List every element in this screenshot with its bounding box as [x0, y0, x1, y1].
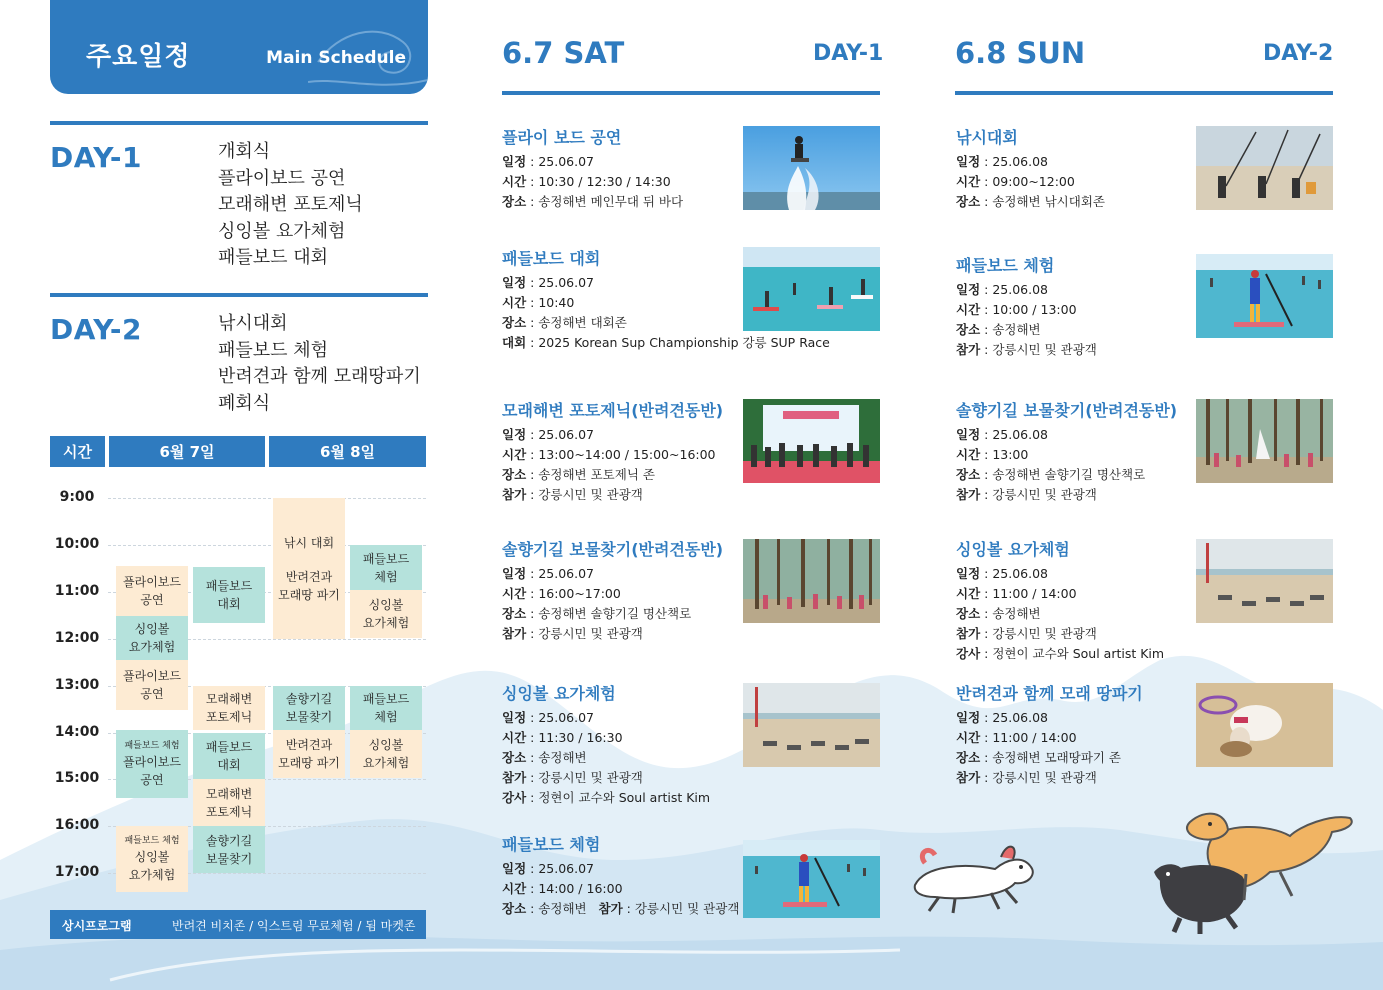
- event-detail: 강사 : 정현이 교수와 Soul artist Kim: [956, 646, 1165, 661]
- schedule-block: 모래해변 포토제닉: [193, 779, 265, 826]
- block-label: 싱잉볼 요가체험: [128, 849, 176, 882]
- schedule-block: 싱잉볼 요가체험: [116, 616, 188, 660]
- event-detail: 장소 : 송정해변 낚시대회존: [956, 194, 1105, 209]
- event-detail: 시간 : 10:40: [502, 295, 575, 310]
- event-detail: 시간 : 11:00 / 14:00: [956, 730, 1077, 745]
- event-title: 패들보드 체험: [502, 835, 601, 854]
- timetable-day1-header: 6월 7일: [109, 436, 265, 467]
- schedule-block: 싱잉볼 요가체험: [350, 730, 422, 778]
- event-title: 모래해변 포토제닉(반려견동반): [502, 401, 724, 420]
- event-detail: 장소 : 송정해변 대회존: [502, 315, 627, 330]
- header-subtitle: Main Schedule: [266, 48, 406, 68]
- event-detail: 참가 : 강릉시민 및 관광객: [956, 342, 1097, 357]
- time-label: 15:00: [54, 770, 100, 786]
- summary-item: 개회식: [218, 141, 271, 162]
- summary-list: [218, 311, 421, 417]
- event-title: 반려견과 함께 모래 땅파기: [956, 684, 1143, 703]
- event-detail: 시간 : 10:00 / 13:00: [956, 302, 1077, 317]
- timetable-day2-header: 6월 8일: [269, 436, 426, 467]
- summary-item: 낚시대회: [218, 313, 288, 334]
- event-detail: 시간 : 10:30 / 12:30 / 14:30: [502, 174, 671, 189]
- event-details: [956, 708, 1121, 788]
- event-title: 낚시대회: [956, 128, 1018, 147]
- flyboard-photo: [743, 126, 880, 210]
- event-detail: 참가 : 강릉시민 및 관광객: [502, 487, 643, 502]
- schedule-block: 솔향기길 보물찾기: [193, 826, 265, 873]
- time-label: 14:00: [54, 724, 100, 740]
- event-detail: 일정 : 25.06.07: [502, 427, 594, 442]
- summary-item: 패들보드 체험: [218, 339, 329, 361]
- event-detail: 일정 : 25.06.08: [956, 710, 1048, 725]
- event-detail: 시간 : 14:00 / 16:00: [502, 881, 623, 896]
- event-title: 솔향기길 보물찾기(반려견동반): [956, 401, 1178, 420]
- block-sub-label: 패들보드 체험: [124, 740, 180, 751]
- event-details: [502, 708, 710, 808]
- schedule-block: 플라이보드 공연: [116, 566, 188, 616]
- event-title: 싱잉볼 요가체험: [502, 684, 616, 703]
- block-label: 플라이보드 공연: [123, 754, 181, 787]
- event-detail: 일정 : 25.06.07: [502, 861, 594, 876]
- main-schedule-header: [50, 0, 428, 94]
- event-detail: 장소 : 송정해변: [502, 750, 587, 765]
- schedule-block: 반려견과 모래땅 파기: [273, 730, 345, 778]
- event-details: [956, 564, 1164, 664]
- event-detail: 장소 : 송정해변 솔향기길 명산책로: [502, 606, 692, 621]
- summary-item: 폐회식: [218, 392, 271, 414]
- schedule-block: 솔향기길 보물찾기: [273, 686, 345, 730]
- event-detail: 일정 : 25.06.08: [956, 566, 1048, 581]
- schedule-block: 플라이보드 공연: [116, 660, 188, 710]
- event-detail: 일정 : 25.06.07: [502, 275, 594, 290]
- day2-rule: [955, 91, 1333, 95]
- paddleboard-photo: [1196, 254, 1333, 338]
- summary-item: 모래해변 포토제닉: [218, 194, 363, 215]
- event-details: [502, 425, 716, 505]
- time-label: 13:00: [54, 677, 100, 693]
- schedule-block: [116, 730, 188, 798]
- event-detail: 참가 : 강릉시민 및 관광객: [502, 770, 643, 785]
- event-detail: 일정 : 25.06.07: [502, 566, 594, 581]
- summary-item: 반려견과 함께 모래땅파기: [218, 366, 421, 387]
- day2-date: 6.8 SUN: [955, 36, 1086, 70]
- schedule-block: 패들보드 체험: [350, 545, 422, 590]
- event-detail: 시간 : 11:30 / 16:30: [502, 730, 623, 745]
- event-title: 싱잉볼 요가체험: [956, 540, 1070, 559]
- time-label: 17:00: [54, 864, 100, 880]
- time-label: 10:00: [54, 536, 100, 552]
- white-dog-illustration: [895, 835, 1045, 915]
- event-detail: 강사 : 정현이 교수와 Soul artist Kim: [502, 790, 711, 805]
- event-detail: 시간 : 13:00~14:00 / 15:00~16:00: [502, 447, 716, 462]
- summary-item: 플라이보드 공연: [218, 167, 346, 189]
- summary-day-label: DAY-1: [50, 141, 142, 174]
- schedule-block: 패들보드 대회: [193, 733, 265, 779]
- dogs-illustration: [1150, 800, 1360, 935]
- event-detail: 참가 : 강릉시민 및 관광객: [956, 626, 1097, 641]
- schedule-block: 패들보드 체험: [350, 686, 422, 730]
- event-detail: 장소 : 송정해변: [956, 606, 1041, 621]
- paddleboard-race-photo: [743, 247, 880, 331]
- event-detail: 시간 : 16:00~17:00: [502, 586, 621, 601]
- schedule-block: 패들보드 대회: [193, 567, 265, 623]
- event-detail: 장소 : 송정해변 모래땅파기 존: [956, 750, 1122, 765]
- event-title: 패들보드 체험: [956, 256, 1055, 275]
- block-label: 반려견과 모래땅 파기: [278, 569, 340, 602]
- event-detail: 일정 : 25.06.07: [502, 710, 594, 725]
- forest-photo: [1196, 399, 1333, 483]
- event-detail: 장소 : 송정해변: [956, 322, 1041, 337]
- event-detail: 대회 : 2025 Korean Sup Championship 강릉 SUP Race: [502, 335, 830, 350]
- event-detail: 일정 : 25.06.08: [956, 427, 1048, 442]
- event-details: [956, 280, 1097, 360]
- header-title: 주요일정: [86, 42, 191, 72]
- fishing-photo: [1196, 126, 1333, 210]
- timetable-time-header: 시간: [50, 436, 105, 467]
- event-detail: 참가 : 강릉시민 및 관광객: [956, 487, 1097, 502]
- time-label: 12:00: [54, 630, 100, 646]
- permanent-program-bar: [50, 910, 426, 939]
- day1-tag: DAY-1: [813, 41, 884, 66]
- event-details: [502, 564, 691, 644]
- permanent-text: 반려견 비치존 / 익스트림 무료체험 / 됨 마켓존: [172, 919, 416, 933]
- time-label: 9:00: [59, 489, 95, 505]
- summary-day2: [50, 293, 428, 423]
- event-detail: 장소 : 송정해변 포토제닉 존: [502, 467, 655, 482]
- summary-day-label: DAY-2: [50, 313, 142, 346]
- forest-photo: [743, 539, 880, 623]
- event-title: 솔향기길 보물찾기(반려견동반): [502, 540, 724, 559]
- block-sub-label: 패들보드 체험: [124, 835, 180, 846]
- event-detail: 시간 : 13:00: [956, 447, 1029, 462]
- day1-rule: [502, 91, 880, 95]
- event-detail: 참가 : 강릉시민 및 관광객: [956, 770, 1097, 785]
- event-details: [956, 152, 1105, 212]
- event-title: 플라이 보드 공연: [502, 128, 622, 147]
- event-detail: 참가 : 강릉시민 및 관광객: [502, 626, 643, 641]
- permanent-label: 상시프로그램: [62, 919, 132, 933]
- event-details: [502, 152, 683, 212]
- event-detail: 장소 : 송정해변 솔향기길 명산책로: [956, 467, 1146, 482]
- day1-date: 6.7 SAT: [502, 36, 625, 70]
- paddleboard-photo: [743, 840, 880, 918]
- schedule-block: 싱잉볼 요가체험: [350, 590, 422, 638]
- event-detail: 장소 : 송정해변 메인무대 뒤 바다: [502, 194, 684, 209]
- event-details: [502, 859, 739, 919]
- day2-tag: DAY-2: [1263, 41, 1334, 66]
- schedule-block: 모래해변 포토제닉: [193, 686, 265, 730]
- event-title: 패들보드 대회: [502, 249, 601, 268]
- time-label: 16:00: [54, 817, 100, 833]
- block-label: 낚시 대회: [283, 535, 335, 550]
- yoga-photo: [743, 683, 880, 767]
- event-details: [956, 425, 1145, 505]
- event-detail: 장소 : 송정해변 참가 : 강릉시민 및 관광객: [502, 901, 740, 916]
- photogenic-photo: [743, 399, 880, 483]
- event-detail: 일정 : 25.06.08: [956, 154, 1048, 169]
- event-detail: 시간 : 11:00 / 14:00: [956, 586, 1077, 601]
- schedule-block: [273, 498, 345, 639]
- summary-list: [218, 139, 363, 272]
- event-detail: 일정 : 25.06.07: [502, 154, 594, 169]
- event-detail: 시간 : 09:00~12:00: [956, 174, 1075, 189]
- dog-digging-photo: [1196, 683, 1333, 767]
- schedule-block: [116, 826, 188, 892]
- grid-line: [108, 498, 426, 499]
- time-label: 11:00: [54, 583, 100, 599]
- summary-item: 싱잉볼 요가체험: [218, 220, 346, 242]
- yoga-photo: [1196, 539, 1333, 623]
- event-detail: 일정 : 25.06.08: [956, 282, 1048, 297]
- summary-day1: [50, 121, 428, 281]
- summary-item: 패들보드 대회: [218, 247, 329, 268]
